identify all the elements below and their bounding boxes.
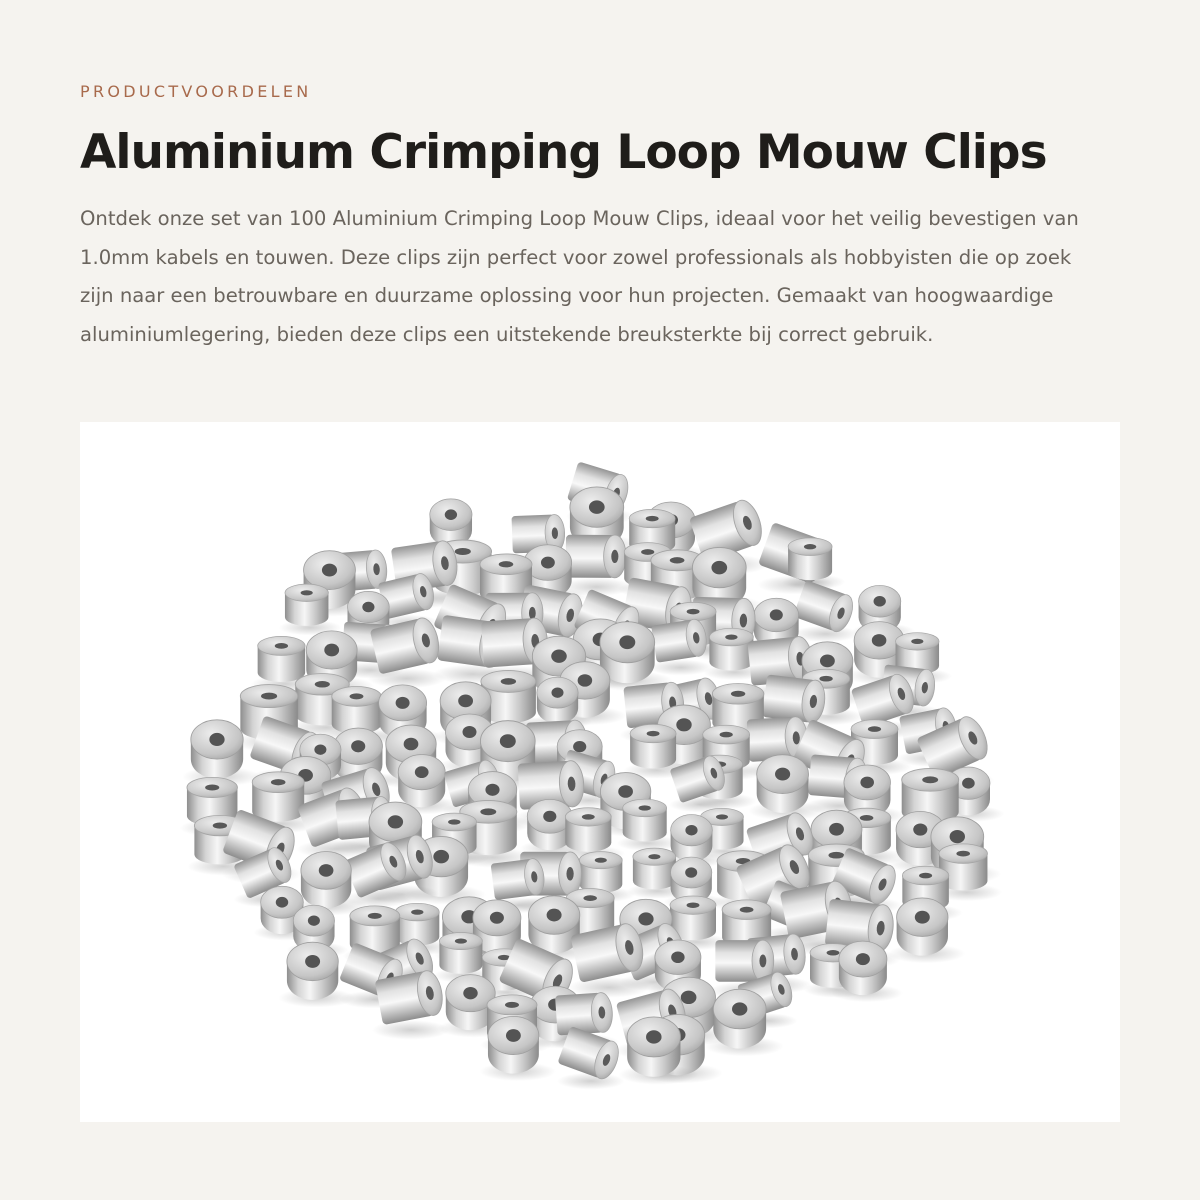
product-photo [80,422,1120,1122]
crimp-sleeves-image [80,422,1120,1122]
crimp-sleeve [648,618,712,676]
product-title: Aluminium Crimping Loop Mouw Clips [80,125,1047,180]
section-eyebrow: PRODUCTVOORDELEN [80,82,312,101]
crimp-sleeve [617,799,680,851]
crimp-sleeve [782,538,845,590]
product-description: Ontdek onze set van 100 Aluminium Crimping Loop Mouw Clips, ideaal voor het veilig bevestigen van 1.0mm kabels en touwen. Deze clips zijn perfect voor zowel professionals als hobbyisten die op zoek zijn naar een betrouwbare en duurzame oplossing voor hun projecten. Gemaakt van hoogwaardige aluminiumlegering, bieden deze clips een uitstekende breuksterkte bij correct gebruik. [80,207,1079,346]
